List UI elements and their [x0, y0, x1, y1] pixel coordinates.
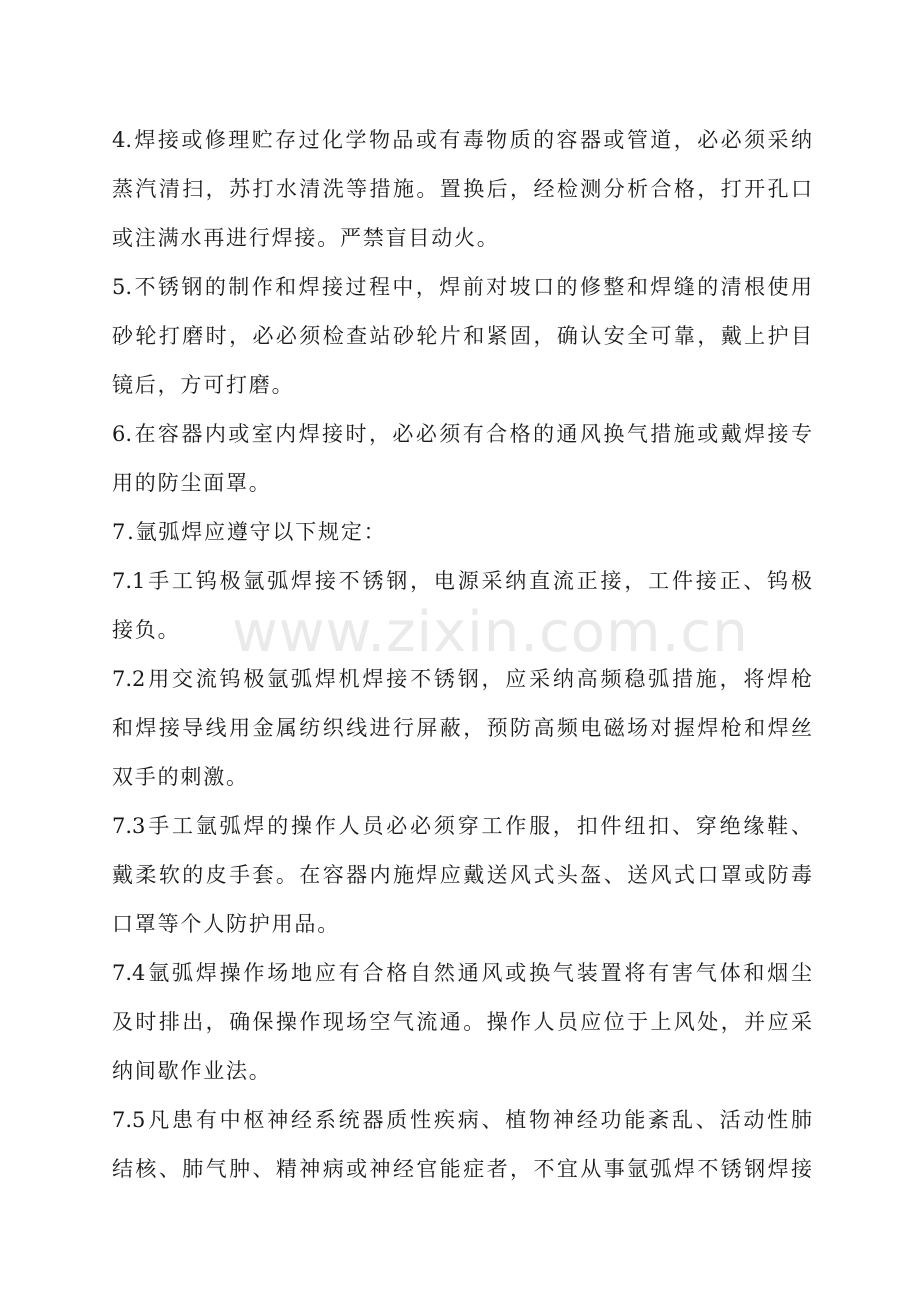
text-line: 接负。 [112, 618, 181, 642]
text-line: 蒸汽清扫，苏打水清洗等措施。置换后，经检测分析合格，打开孔口 [112, 177, 812, 201]
text-line: 4.焊接或修理贮存过化学物品或有毒物质的容器或管道，必必须采纳 [112, 128, 812, 152]
text-line: 7.5凡患有中枢神经系统器质性疾病、植物神经功能紊乱、活动性肺 [112, 1108, 812, 1132]
text-line: 7.1手工钨极氩弧焊接不锈钢，电源采纳直流正接，工件接正、钨极 [112, 569, 812, 593]
text-line: 戴柔软的皮手套。在容器内施焊应戴送风式头盔、送风式口罩或防毒 [112, 863, 812, 887]
watermark: www.zixin.com.cn [232, 600, 749, 665]
text-line: 7.氩弧焊应遵守以下规定： [112, 520, 387, 544]
text-line: 7.2用交流钨极氩弧焊机焊接不锈钢，应采纳高频稳弧措施，将焊枪 [112, 667, 812, 691]
text-line: 砂轮打磨时，必必须检查站砂轮片和紧固，确认安全可靠，戴上护目 [112, 324, 812, 348]
text-line: 7.3手工氩弧焊的操作人员必必须穿工作服，扣件纽扣、穿绝缘鞋、 [112, 814, 812, 838]
text-line: 7.4氩弧焊操作场地应有合格自然通风或换气装置将有害气体和烟尘 [112, 961, 812, 985]
text-line: 或注满水再进行焊接。严禁盲目动火。 [112, 226, 500, 250]
text-line: 双手的刺激。 [112, 765, 249, 789]
text-line: 6.在容器内或室内焊接时，必必须有合格的通风换气措施或戴焊接专 [112, 422, 812, 446]
text-line: 纳间歇作业法。 [112, 1059, 272, 1083]
text-line: 用的防尘面罩。 [112, 471, 272, 495]
text-line: 口罩等个人防护用品。 [112, 912, 340, 936]
text-line: 及时排出，确保操作现场空气流通。操作人员应位于上风处，并应采 [112, 1010, 812, 1034]
text-line: 镜后，方可打磨。 [112, 373, 295, 397]
text-line: 结核、肺气肿、精神病或神经官能症者，不宜从事氩弧焊不锈钢焊接 [112, 1157, 812, 1181]
text-line: 和焊接导线用金属纺织线进行屏蔽，预防高频电磁场对握焊枪和焊丝 [112, 716, 812, 740]
text-line: 5.不锈钢的制作和焊接过程中，焊前对坡口的修整和焊缝的清根使用 [112, 275, 812, 299]
